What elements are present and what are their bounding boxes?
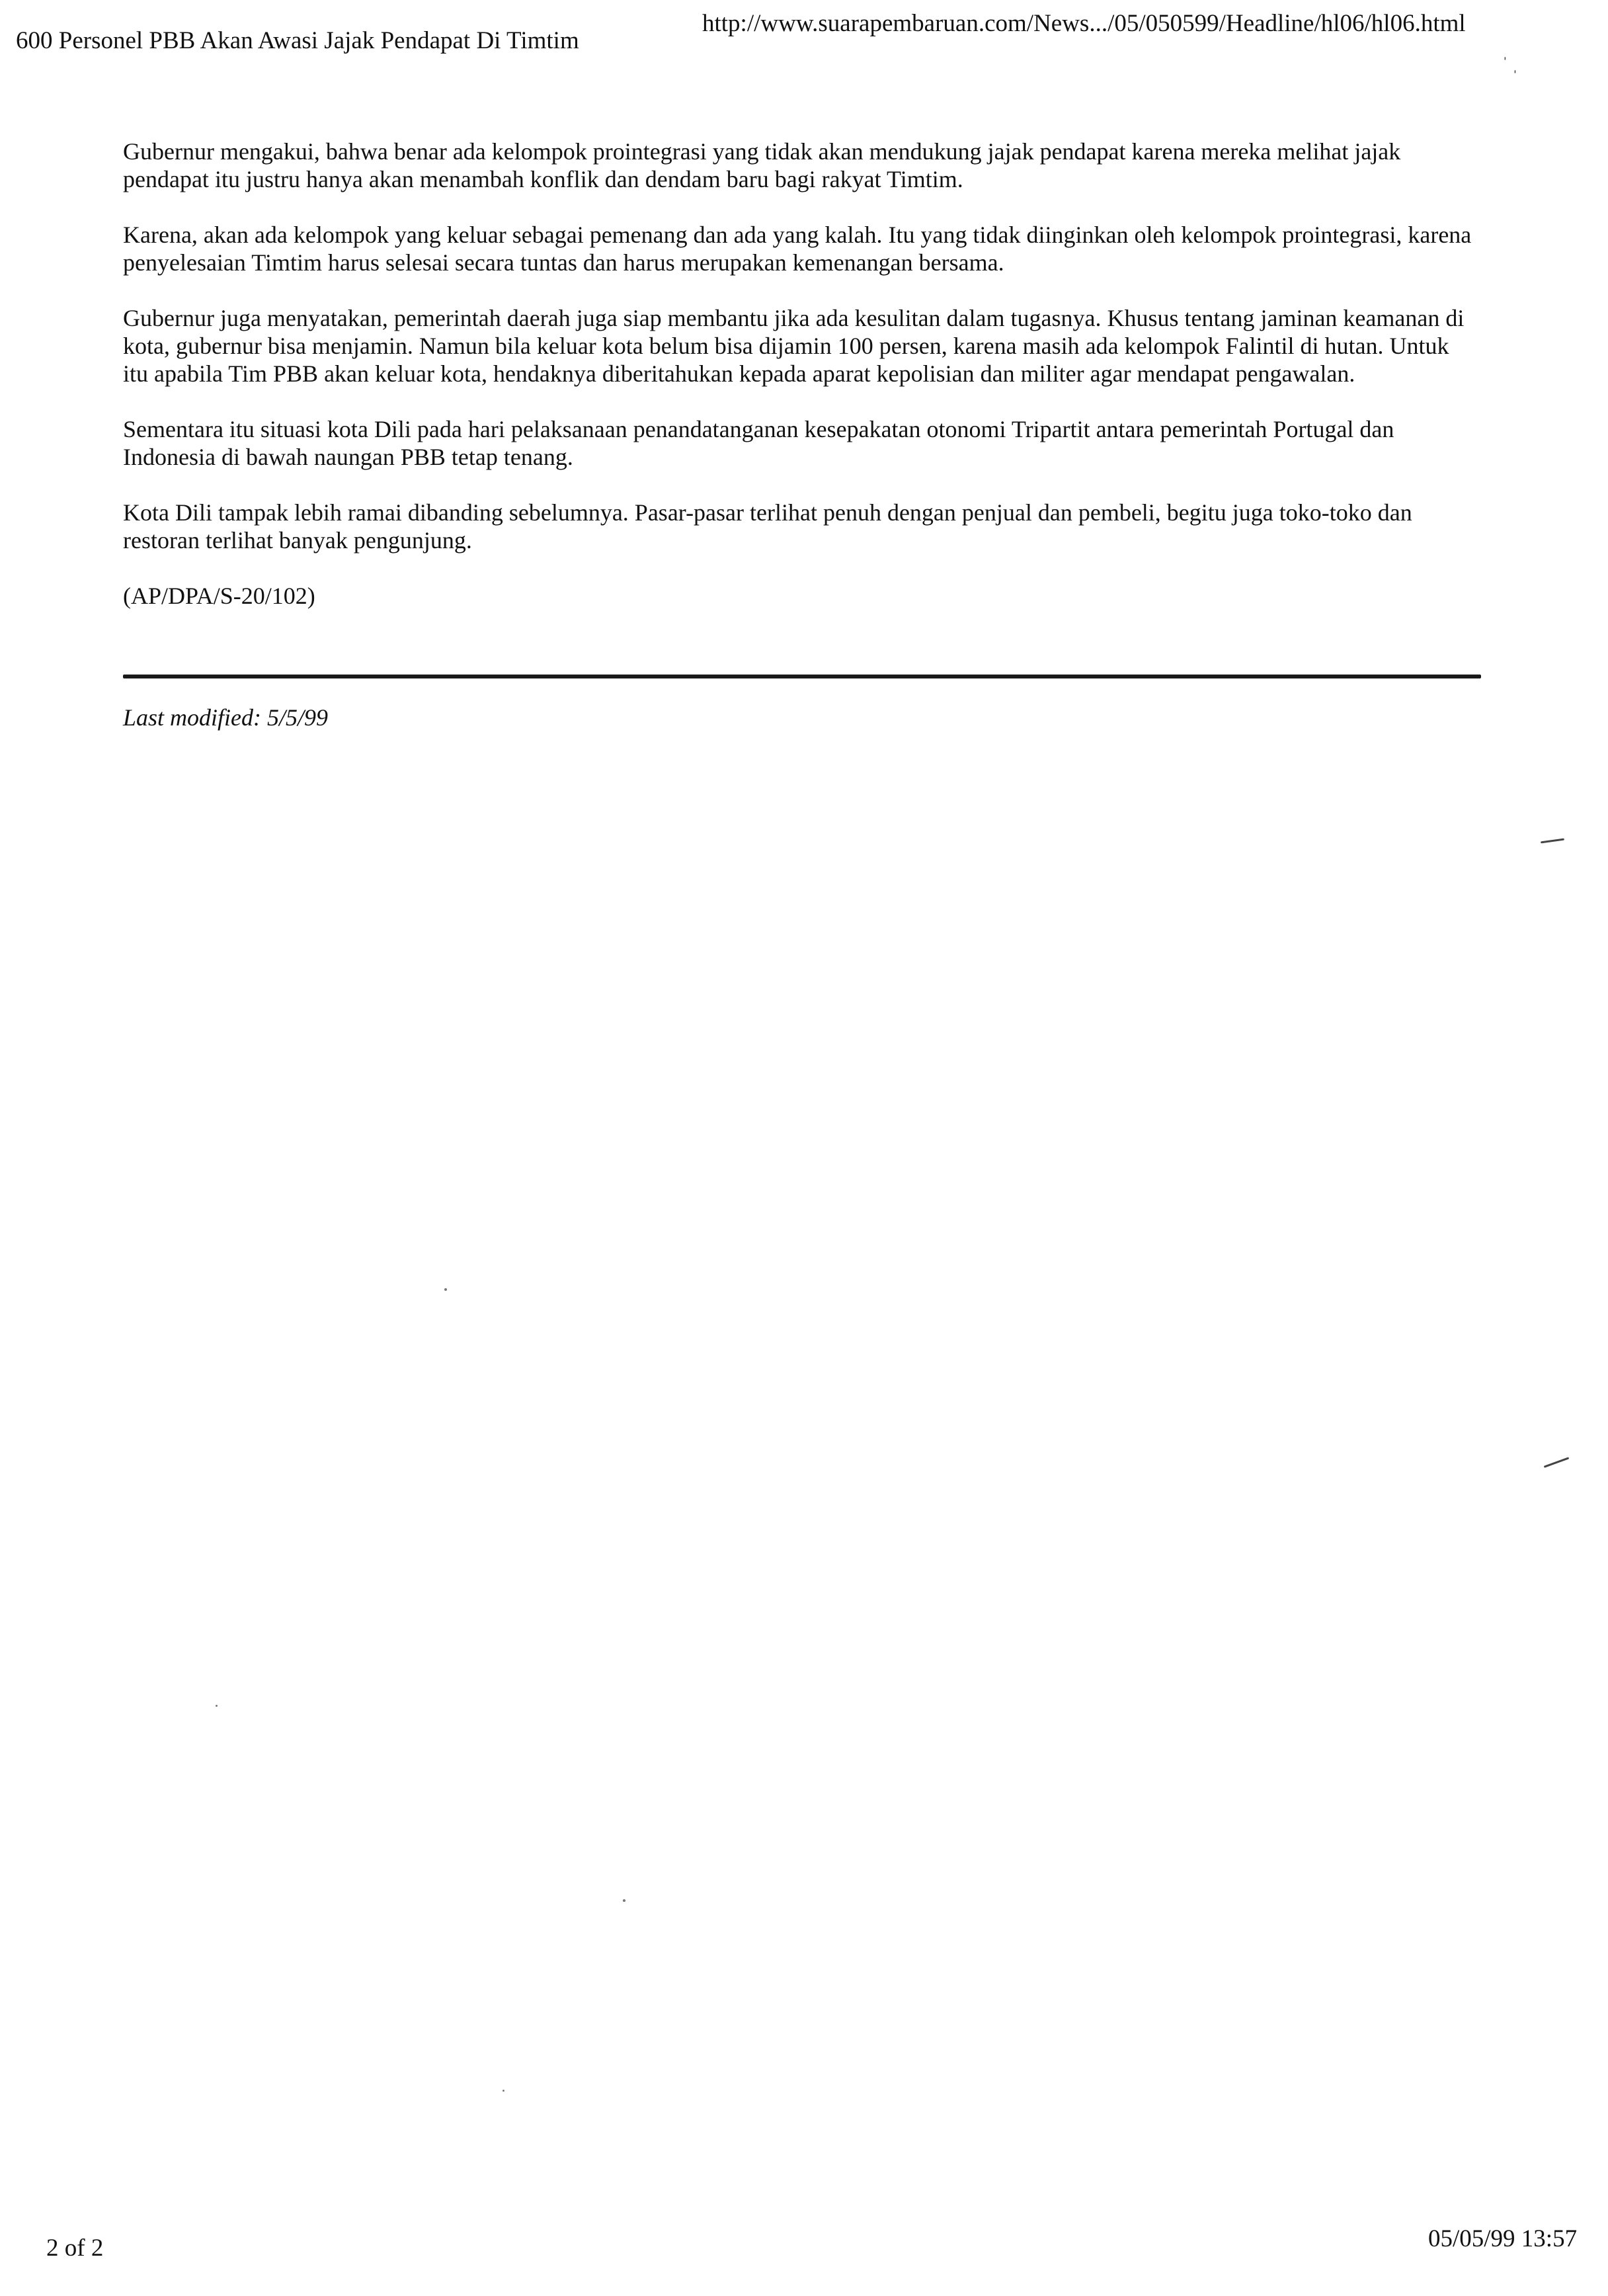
scan-smudge	[1544, 1457, 1570, 1468]
page-url: http://www.suarapembaruan.com/News.../05/050599/Headline/hl06/hl06.html	[702, 10, 1466, 37]
horizontal-rule	[123, 675, 1481, 678]
scan-speck	[623, 1899, 625, 1902]
scan-speck	[502, 2090, 504, 2092]
article-paragraph: Karena, akan ada kelompok yang keluar sebagai pemenang dan ada yang kalah. Itu yang tidak diinginkan oleh kelompok prointegrasi, karena penyelesaian Timtim harus selesai secara tuntas dan harus merupakan kemenangan bersama.	[123, 222, 1472, 276]
scan-mark-top: ˈ ˌ	[1502, 54, 1518, 73]
scan-speck	[444, 1288, 447, 1291]
print-timestamp: 05/05/99 13:57	[1428, 2225, 1578, 2252]
last-modified: Last modified: 5/5/99	[123, 704, 329, 731]
article-paragraph: Gubernur mengakui, bahwa benar ada kelompok prointegrasi yang tidak akan mendukung jajak pendapat karena mereka melihat jajak pendapat itu justru hanya akan menambah konflik dan dendam baru bagi rakyat Timtim.	[123, 138, 1401, 192]
article-paragraph: Sementara itu situasi kota Dili pada hari pelaksanaan penandatanganan kesepakatan otonomi Tripartit antara pemerintah Portugal dan Indonesia di bawah naungan PBB tetap tenang.	[123, 416, 1394, 470]
article-paragraph: Gubernur juga menyatakan, pemerintah daerah juga siap membantu jika ada kesulitan dalam tugasnya. Khusus tentang jaminan keamanan di kota, gubernur bisa menjamin. Namun bila keluar kota belum bisa dijamin 100 persen, karena masih ada kelompok Falintil di hutan. Untuk itu apabila Tim PBB akan keluar kota, hendaknya diberitahukan kepada aparat kepolisian dan militer agar mendapat pengawalan.	[123, 305, 1465, 387]
article-paragraph: Kota Dili tampak lebih ramai dibanding sebelumnya. Pasar-pasar terlihat penuh dengan penjual dan pembeli, begitu juga toko-toko dan restoran terlihat banyak pengunjung.	[123, 499, 1412, 554]
article-source: (AP/DPA/S-20/102)	[123, 583, 315, 609]
page-title: 600 Personel PBB Akan Awasi Jajak Pendapat Di Timtim	[16, 27, 579, 54]
scan-speck	[216, 1705, 218, 1707]
scan-smudge	[1541, 839, 1564, 844]
page-number: 2 of 2	[46, 2234, 104, 2262]
article-body	[123, 138, 1478, 610]
